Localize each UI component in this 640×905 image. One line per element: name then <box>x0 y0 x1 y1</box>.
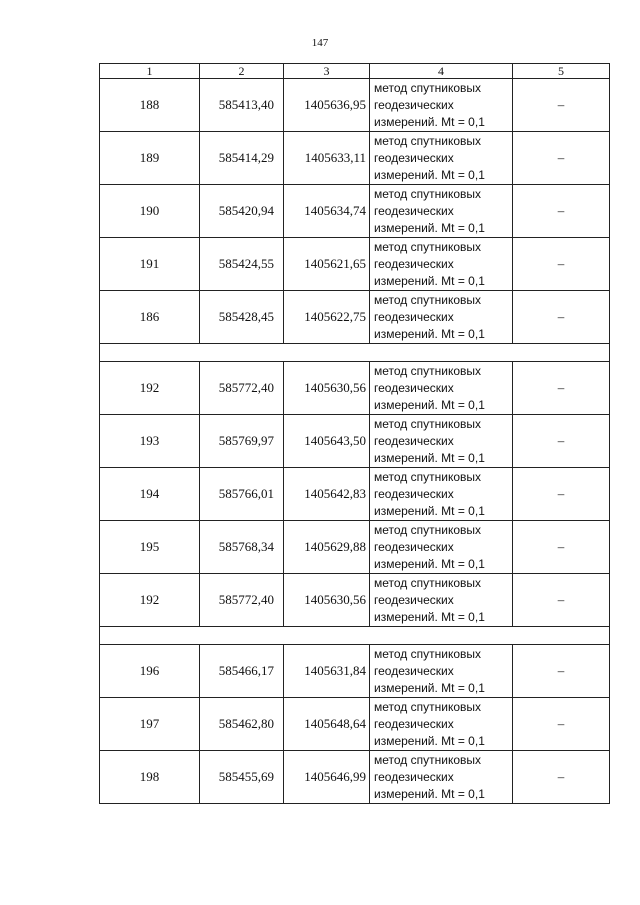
method-cell <box>370 415 513 468</box>
method-line: геодезических <box>374 769 454 784</box>
table-row <box>100 291 610 344</box>
note-cell: – <box>513 521 610 574</box>
method-line: метод спутниковых <box>374 522 482 537</box>
x-coordinate-cell: 585772,40 <box>200 362 284 415</box>
note-cell: – <box>513 415 610 468</box>
method-cell <box>370 362 513 415</box>
x-coordinate-cell: 585466,17 <box>200 645 284 698</box>
table-row <box>100 645 610 698</box>
x-coordinate-cell: 585768,34 <box>200 521 284 574</box>
table-row <box>100 238 610 291</box>
y-coordinate-cell: 1405621,65 <box>284 238 370 291</box>
page-number: 147 <box>311 37 329 49</box>
table-body <box>100 64 610 804</box>
point-number-cell: 188 <box>100 79 200 132</box>
method-line: измерений. Mt = 0,1 <box>374 450 485 465</box>
method-line: геодезических <box>374 592 454 607</box>
header-cell-2: 2 <box>200 64 284 79</box>
note-cell: – <box>513 79 610 132</box>
method-line: метод спутниковых <box>374 752 482 767</box>
method-line: геодезических <box>374 203 454 218</box>
method-line: геодезических <box>374 380 454 395</box>
method-cell <box>370 238 513 291</box>
method-cell <box>370 291 513 344</box>
separator-cell <box>100 344 610 362</box>
y-coordinate-cell: 1405636,95 <box>284 79 370 132</box>
table-row <box>100 132 610 185</box>
x-coordinate-cell: 585424,55 <box>200 238 284 291</box>
method-line: метод спутниковых <box>374 80 482 95</box>
y-coordinate-cell: 1405642,83 <box>284 468 370 521</box>
table-row <box>100 574 610 627</box>
point-number-cell: 189 <box>100 132 200 185</box>
method-cell <box>370 468 513 521</box>
note-cell: – <box>513 238 610 291</box>
x-coordinate-cell: 585428,45 <box>200 291 284 344</box>
method-line: геодезических <box>374 539 454 554</box>
method-line: метод спутниковых <box>374 292 482 307</box>
method-line: измерений. Mt = 0,1 <box>374 326 485 341</box>
method-line: геодезических <box>374 97 454 112</box>
y-coordinate-cell: 1405630,56 <box>284 362 370 415</box>
coordinates-table <box>99 63 610 804</box>
separator-cell <box>100 627 610 645</box>
point-number-cell: 198 <box>100 751 200 804</box>
header-cell-4: 4 <box>370 64 513 79</box>
x-coordinate-cell: 585462,80 <box>200 698 284 751</box>
note-cell: – <box>513 291 610 344</box>
method-cell <box>370 185 513 238</box>
table-row <box>100 185 610 238</box>
note-cell: – <box>513 698 610 751</box>
y-coordinate-cell: 1405643,50 <box>284 415 370 468</box>
method-line: метод спутниковых <box>374 239 482 254</box>
table-row <box>100 415 610 468</box>
x-coordinate-cell: 585772,40 <box>200 574 284 627</box>
point-number-cell: 190 <box>100 185 200 238</box>
table-row <box>100 521 610 574</box>
header-cell-5: 5 <box>513 64 610 79</box>
method-line: измерений. Mt = 0,1 <box>374 503 485 518</box>
header-cell-1: 1 <box>100 64 200 79</box>
y-coordinate-cell: 1405646,99 <box>284 751 370 804</box>
method-line: измерений. Mt = 0,1 <box>374 733 485 748</box>
point-number-cell: 191 <box>100 238 200 291</box>
method-line: геодезических <box>374 716 454 731</box>
method-line: измерений. Mt = 0,1 <box>374 220 485 235</box>
x-coordinate-cell: 585769,97 <box>200 415 284 468</box>
method-line: измерений. Mt = 0,1 <box>374 167 485 182</box>
point-number-cell: 196 <box>100 645 200 698</box>
method-line: геодезических <box>374 663 454 678</box>
note-cell: – <box>513 132 610 185</box>
method-line: метод спутниковых <box>374 575 482 590</box>
x-coordinate-cell: 585455,69 <box>200 751 284 804</box>
method-cell <box>370 698 513 751</box>
method-line: геодезических <box>374 486 454 501</box>
x-coordinate-cell: 585414,29 <box>200 132 284 185</box>
method-line: метод спутниковых <box>374 469 482 484</box>
method-cell <box>370 521 513 574</box>
table-row <box>100 751 610 804</box>
method-line: измерений. Mt = 0,1 <box>374 556 485 571</box>
note-cell: – <box>513 468 610 521</box>
method-line: метод спутниковых <box>374 416 482 431</box>
point-number-cell: 197 <box>100 698 200 751</box>
method-cell <box>370 645 513 698</box>
x-coordinate-cell: 585766,01 <box>200 468 284 521</box>
method-line: метод спутниковых <box>374 186 482 201</box>
method-line: геодезических <box>374 309 454 324</box>
note-cell: – <box>513 362 610 415</box>
method-line: измерений. Mt = 0,1 <box>374 680 485 695</box>
method-cell <box>370 751 513 804</box>
point-number-cell: 194 <box>100 468 200 521</box>
method-cell <box>370 574 513 627</box>
group-separator-row <box>100 627 610 645</box>
y-coordinate-cell: 1405629,88 <box>284 521 370 574</box>
point-number-cell: 192 <box>100 362 200 415</box>
x-coordinate-cell: 585420,94 <box>200 185 284 238</box>
point-number-cell: 192 <box>100 574 200 627</box>
table-row <box>100 362 610 415</box>
y-coordinate-cell: 1405630,56 <box>284 574 370 627</box>
method-line: измерений. Mt = 0,1 <box>374 609 485 624</box>
y-coordinate-cell: 1405633,11 <box>284 132 370 185</box>
y-coordinate-cell: 1405622,75 <box>284 291 370 344</box>
table-row <box>100 468 610 521</box>
y-coordinate-cell: 1405648,64 <box>284 698 370 751</box>
note-cell: – <box>513 185 610 238</box>
header-row <box>100 64 610 79</box>
method-line: геодезических <box>374 150 454 165</box>
method-line: метод спутниковых <box>374 646 482 661</box>
note-cell: – <box>513 574 610 627</box>
method-line: измерений. Mt = 0,1 <box>374 786 485 801</box>
method-line: метод спутниковых <box>374 363 482 378</box>
method-line: метод спутниковых <box>374 699 482 714</box>
method-line: геодезических <box>374 256 454 271</box>
method-line: измерений. Mt = 0,1 <box>374 273 485 288</box>
x-coordinate-cell: 585413,40 <box>200 79 284 132</box>
method-line: геодезических <box>374 433 454 448</box>
point-number-cell: 186 <box>100 291 200 344</box>
method-cell <box>370 79 513 132</box>
table-row <box>100 79 610 132</box>
method-line: метод спутниковых <box>374 133 482 148</box>
y-coordinate-cell: 1405634,74 <box>284 185 370 238</box>
y-coordinate-cell: 1405631,84 <box>284 645 370 698</box>
method-cell <box>370 132 513 185</box>
note-cell: – <box>513 751 610 804</box>
note-cell: – <box>513 645 610 698</box>
group-separator-row <box>100 344 610 362</box>
method-line: измерений. Mt = 0,1 <box>374 397 485 412</box>
table-row <box>100 698 610 751</box>
header-cell-3: 3 <box>284 64 370 79</box>
point-number-cell: 195 <box>100 521 200 574</box>
point-number-cell: 193 <box>100 415 200 468</box>
method-line: измерений. Mt = 0,1 <box>374 114 485 129</box>
